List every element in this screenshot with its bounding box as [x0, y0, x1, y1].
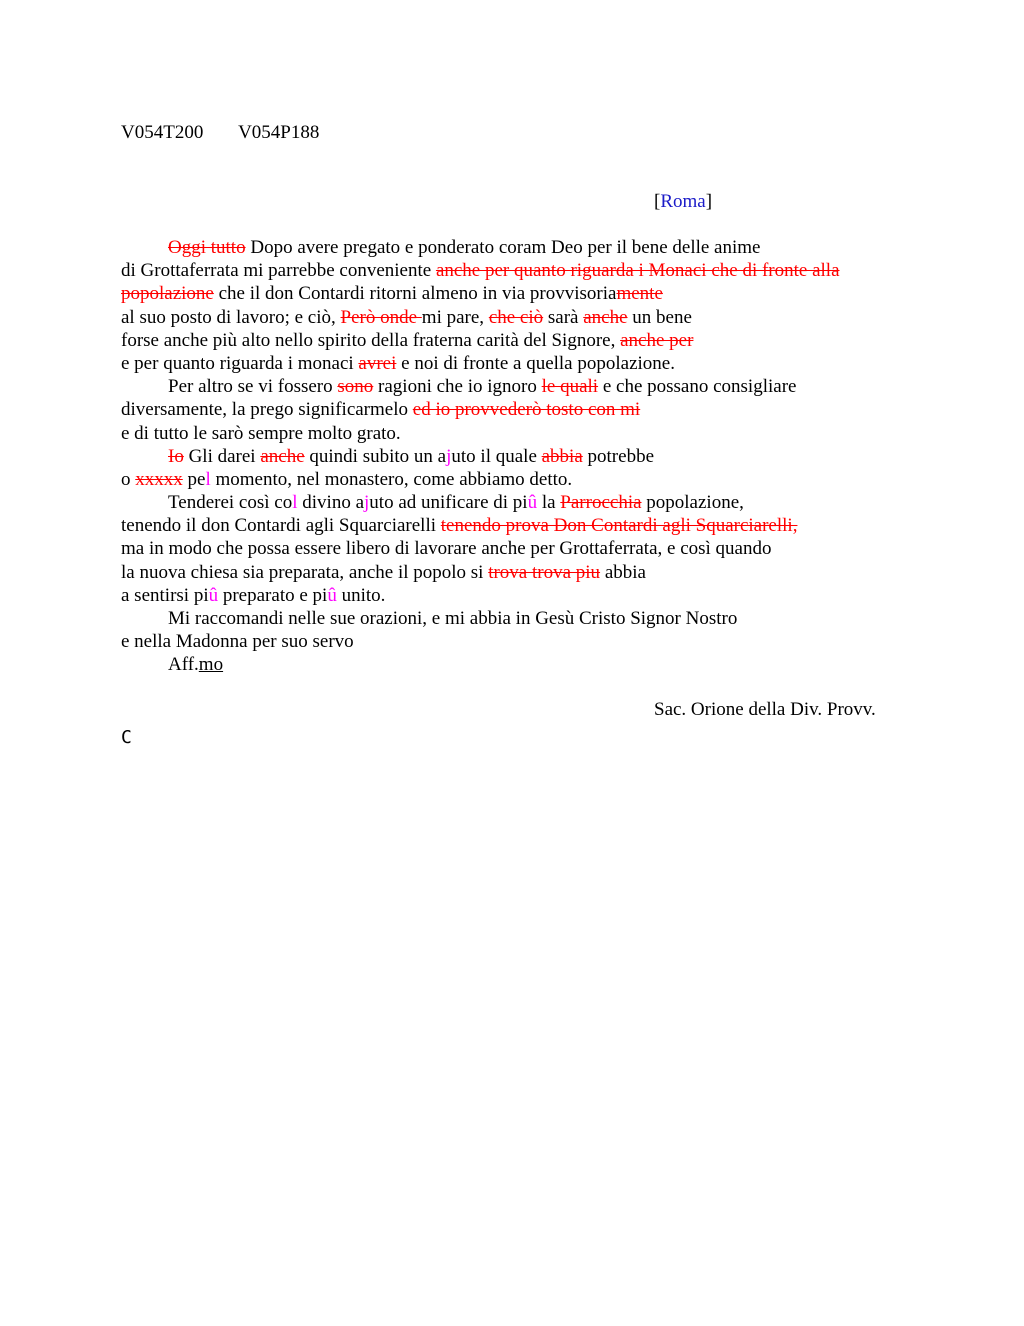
- text-line: [121, 514, 921, 537]
- text-segment: preparato e pi: [218, 584, 328, 606]
- deleted-text: le quali: [541, 376, 599, 398]
- deleted-text: trova trova piu: [488, 561, 601, 583]
- inserted-char: û: [527, 492, 538, 514]
- text-segment: e che possano consigliare: [598, 376, 797, 398]
- text-line: [121, 306, 921, 329]
- text-segment: e nella Madonna per suo servo: [121, 631, 354, 653]
- text-line: [121, 375, 921, 398]
- text-segment: mi pare,: [421, 306, 489, 328]
- deleted-text: anche: [583, 306, 628, 328]
- text-segment: potrebbe: [582, 445, 655, 467]
- text-segment: la nuova chiesa sia preparata, anche il popolo si: [121, 561, 489, 583]
- text-segment: unito.: [336, 584, 386, 606]
- text-line: [121, 537, 921, 560]
- deleted-text: mente: [616, 283, 663, 305]
- text-line: [121, 422, 921, 445]
- inserted-char: û: [327, 584, 337, 606]
- inserted-char: j: [446, 445, 452, 467]
- place-bracket-open: [: [654, 191, 661, 212]
- document-id-primary: V054T200: [121, 122, 204, 143]
- inserted-char: l: [292, 492, 298, 514]
- text-line: [121, 282, 921, 305]
- text-line: [121, 561, 921, 584]
- text-segment: abbia: [600, 561, 646, 583]
- deleted-text: sono: [337, 376, 374, 398]
- place-header: [654, 190, 712, 213]
- text-segment: a sentirsi pi: [121, 584, 209, 606]
- text-segment: momento, nel monastero, come abbiamo detto.: [210, 468, 573, 490]
- text-segment: uto ad unificare di pi: [369, 492, 528, 514]
- document-ids: [121, 121, 319, 144]
- text-segment: diversamente, la prego significarmelo: [121, 399, 413, 421]
- page-mark: C: [121, 727, 132, 748]
- text-segment: quindi subito un a: [304, 445, 447, 467]
- text-segment: e noi di fronte a quella popolazione.: [396, 352, 675, 374]
- inserted-char: û: [208, 584, 219, 606]
- text-line: [121, 398, 921, 421]
- text-line: [121, 468, 921, 491]
- text-segment: e per quanto riguarda i monaci: [121, 352, 359, 374]
- text-segment: pe: [182, 468, 206, 490]
- text-segment: al suo posto di lavoro; e ciò,: [121, 306, 341, 328]
- text-segment: o: [121, 468, 136, 490]
- text-segment: sarà: [543, 306, 584, 328]
- text-segment: un bene: [627, 306, 692, 328]
- text-line: [121, 352, 921, 375]
- deleted-text: anche per: [620, 329, 694, 351]
- inserted-char: l: [205, 468, 211, 490]
- text-segment: Aff.: [168, 654, 199, 676]
- text-segment: e di tutto le sarò sempre molto grato.: [121, 422, 401, 444]
- text-segment: tenendo il don Contardi agli Squarciarelli: [121, 515, 441, 537]
- signature: Sac. Orione della Div. Provv.: [654, 699, 876, 720]
- deleted-text: abbia: [541, 445, 583, 467]
- text-segment: Gli darei: [183, 445, 261, 467]
- text-segment: Per altro se vi fossero: [168, 376, 338, 398]
- text-segment: ragioni che io ignoro: [373, 376, 542, 398]
- text-segment: la: [537, 492, 561, 514]
- deleted-text: anche per quanto riguarda i Monaci che di fronte alla: [435, 260, 840, 282]
- deleted-text: Però onde: [340, 306, 422, 328]
- text-line: [121, 653, 921, 676]
- deleted-text: popolazione: [121, 283, 214, 305]
- deleted-text: che ciò: [488, 306, 544, 328]
- text-segment: che il don Contardi ritorni almeno in via provvisoria: [213, 283, 617, 305]
- text-segment: popolazione,: [641, 492, 744, 514]
- text-line: [121, 491, 921, 514]
- document-id-secondary: V054P188: [238, 122, 320, 143]
- text-segment: Dopo avere pregato e ponderato coram Deo per il bene delle anime: [245, 237, 761, 258]
- text-segment: Tenderei così co: [168, 492, 293, 514]
- text-segment: forse anche più alto nello spirito della fraterna carità del Signore,: [121, 329, 621, 351]
- text-segment: ma in modo che possa essere libero di lavorare anche per Grottaferrata, e così quando: [121, 538, 772, 560]
- text-segment: Mi raccomandi nelle sue orazioni, e mi abbia in Gesù Cristo Signor Nostro: [168, 608, 738, 629]
- letter-body: [121, 236, 921, 677]
- text-segment: uto il quale: [451, 445, 542, 467]
- deleted-text: avrei: [358, 352, 397, 374]
- deleted-text: xxxxx: [135, 468, 183, 490]
- deleted-text: Io: [168, 445, 184, 467]
- deleted-text: Parrocchia: [560, 492, 642, 514]
- deleted-text: tenendo prova Don Contardi agli Squarciarelli,: [440, 515, 798, 537]
- text-line: [121, 236, 921, 259]
- text-line: [121, 630, 921, 653]
- text-line: [121, 329, 921, 352]
- underlined-text: mo: [198, 654, 224, 676]
- inserted-char: j: [364, 492, 370, 514]
- text-line: [121, 607, 921, 630]
- text-segment: divino a: [297, 492, 365, 514]
- deleted-text: Oggi tutto: [168, 237, 246, 258]
- deleted-text: ed io provvederò tosto con mi: [412, 399, 641, 421]
- place-name: Roma: [660, 191, 706, 212]
- text-line: [121, 584, 921, 607]
- place-bracket-close: ]: [705, 191, 713, 212]
- text-segment: di Grottaferrata mi parrebbe conveniente: [121, 260, 436, 282]
- deleted-text: anche: [260, 445, 305, 467]
- text-line: [121, 259, 921, 282]
- text-line: [121, 445, 921, 468]
